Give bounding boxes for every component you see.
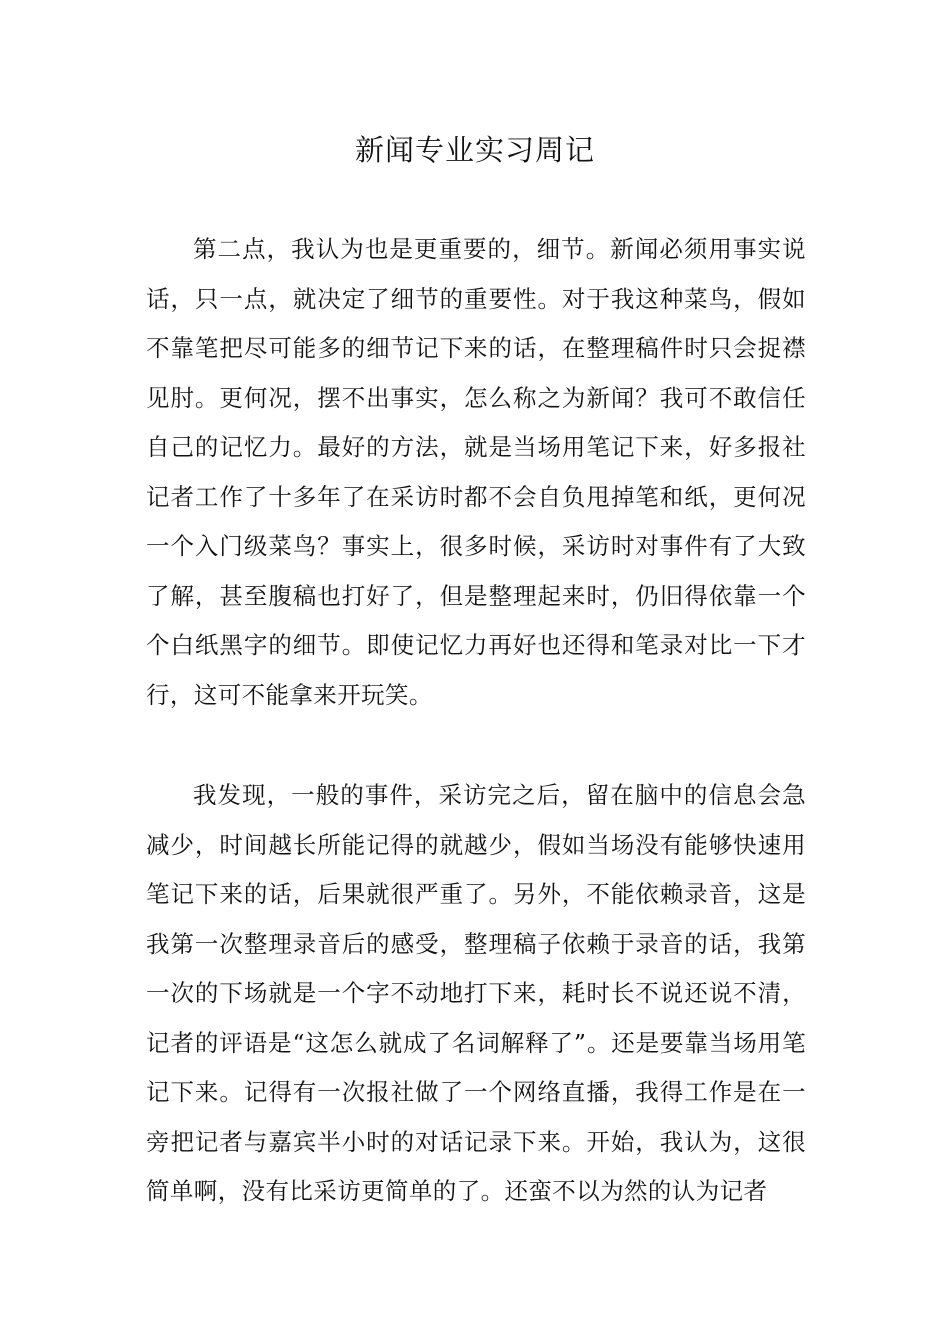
- document-title: 新闻专业实习周记: [354, 133, 595, 167]
- document-body: [146, 225, 806, 1217]
- paragraph-2: 我发现，一般的事件，采访完之后，留在脑中的信息会急减少，时间越长所能记得的就越少，假如当场没有能够快速用笔记下来的话，后果就很严重了。另外，不能依赖录音，这是我第一次整理录音后的感受，整理稿子依赖于录音的话，我第一次的下场就是一个字不动地打下来，耗时长不说还说不清，记者的评语是“这怎么就成了名词解释了”。还是要靠当场用笔记下来。记得有一次报社做了一个网络直播，我得工作是在一旁把记者与嘉宾半小时的对话记录下来。开始，我认为，这很简单啊，没有比采访更简单的了。还蛮不以为然的认为记者: [146, 781, 806, 1205]
- paragraph-1: 第二点，我认为也是更重要的，细节。新闻必须用事实说话，只一点，就决定了细节的重要性。对于我这种菜鸟，假如不靠笔把尽可能多的细节记下来的话，在整理稿件时只会捉襟见肘。更何况，摆不出事实，怎么称之为新闻？我可不敢信任自己的记忆力。最好的方法，就是当场用笔记下来，好多报社记者工作了十多年了在采访时都不会自负甩掉笔和纸，更何况一个入门级菜鸟？事实上，很多时候，采访时对事件有了大致了解，甚至腹稿也打好了，但是整理起来时，仍旧得依靠一个个白纸黑字的细节。即使记忆力再好也还得和笔录对比一下才行，这可不能拿来开玩笑。: [146, 235, 806, 709]
